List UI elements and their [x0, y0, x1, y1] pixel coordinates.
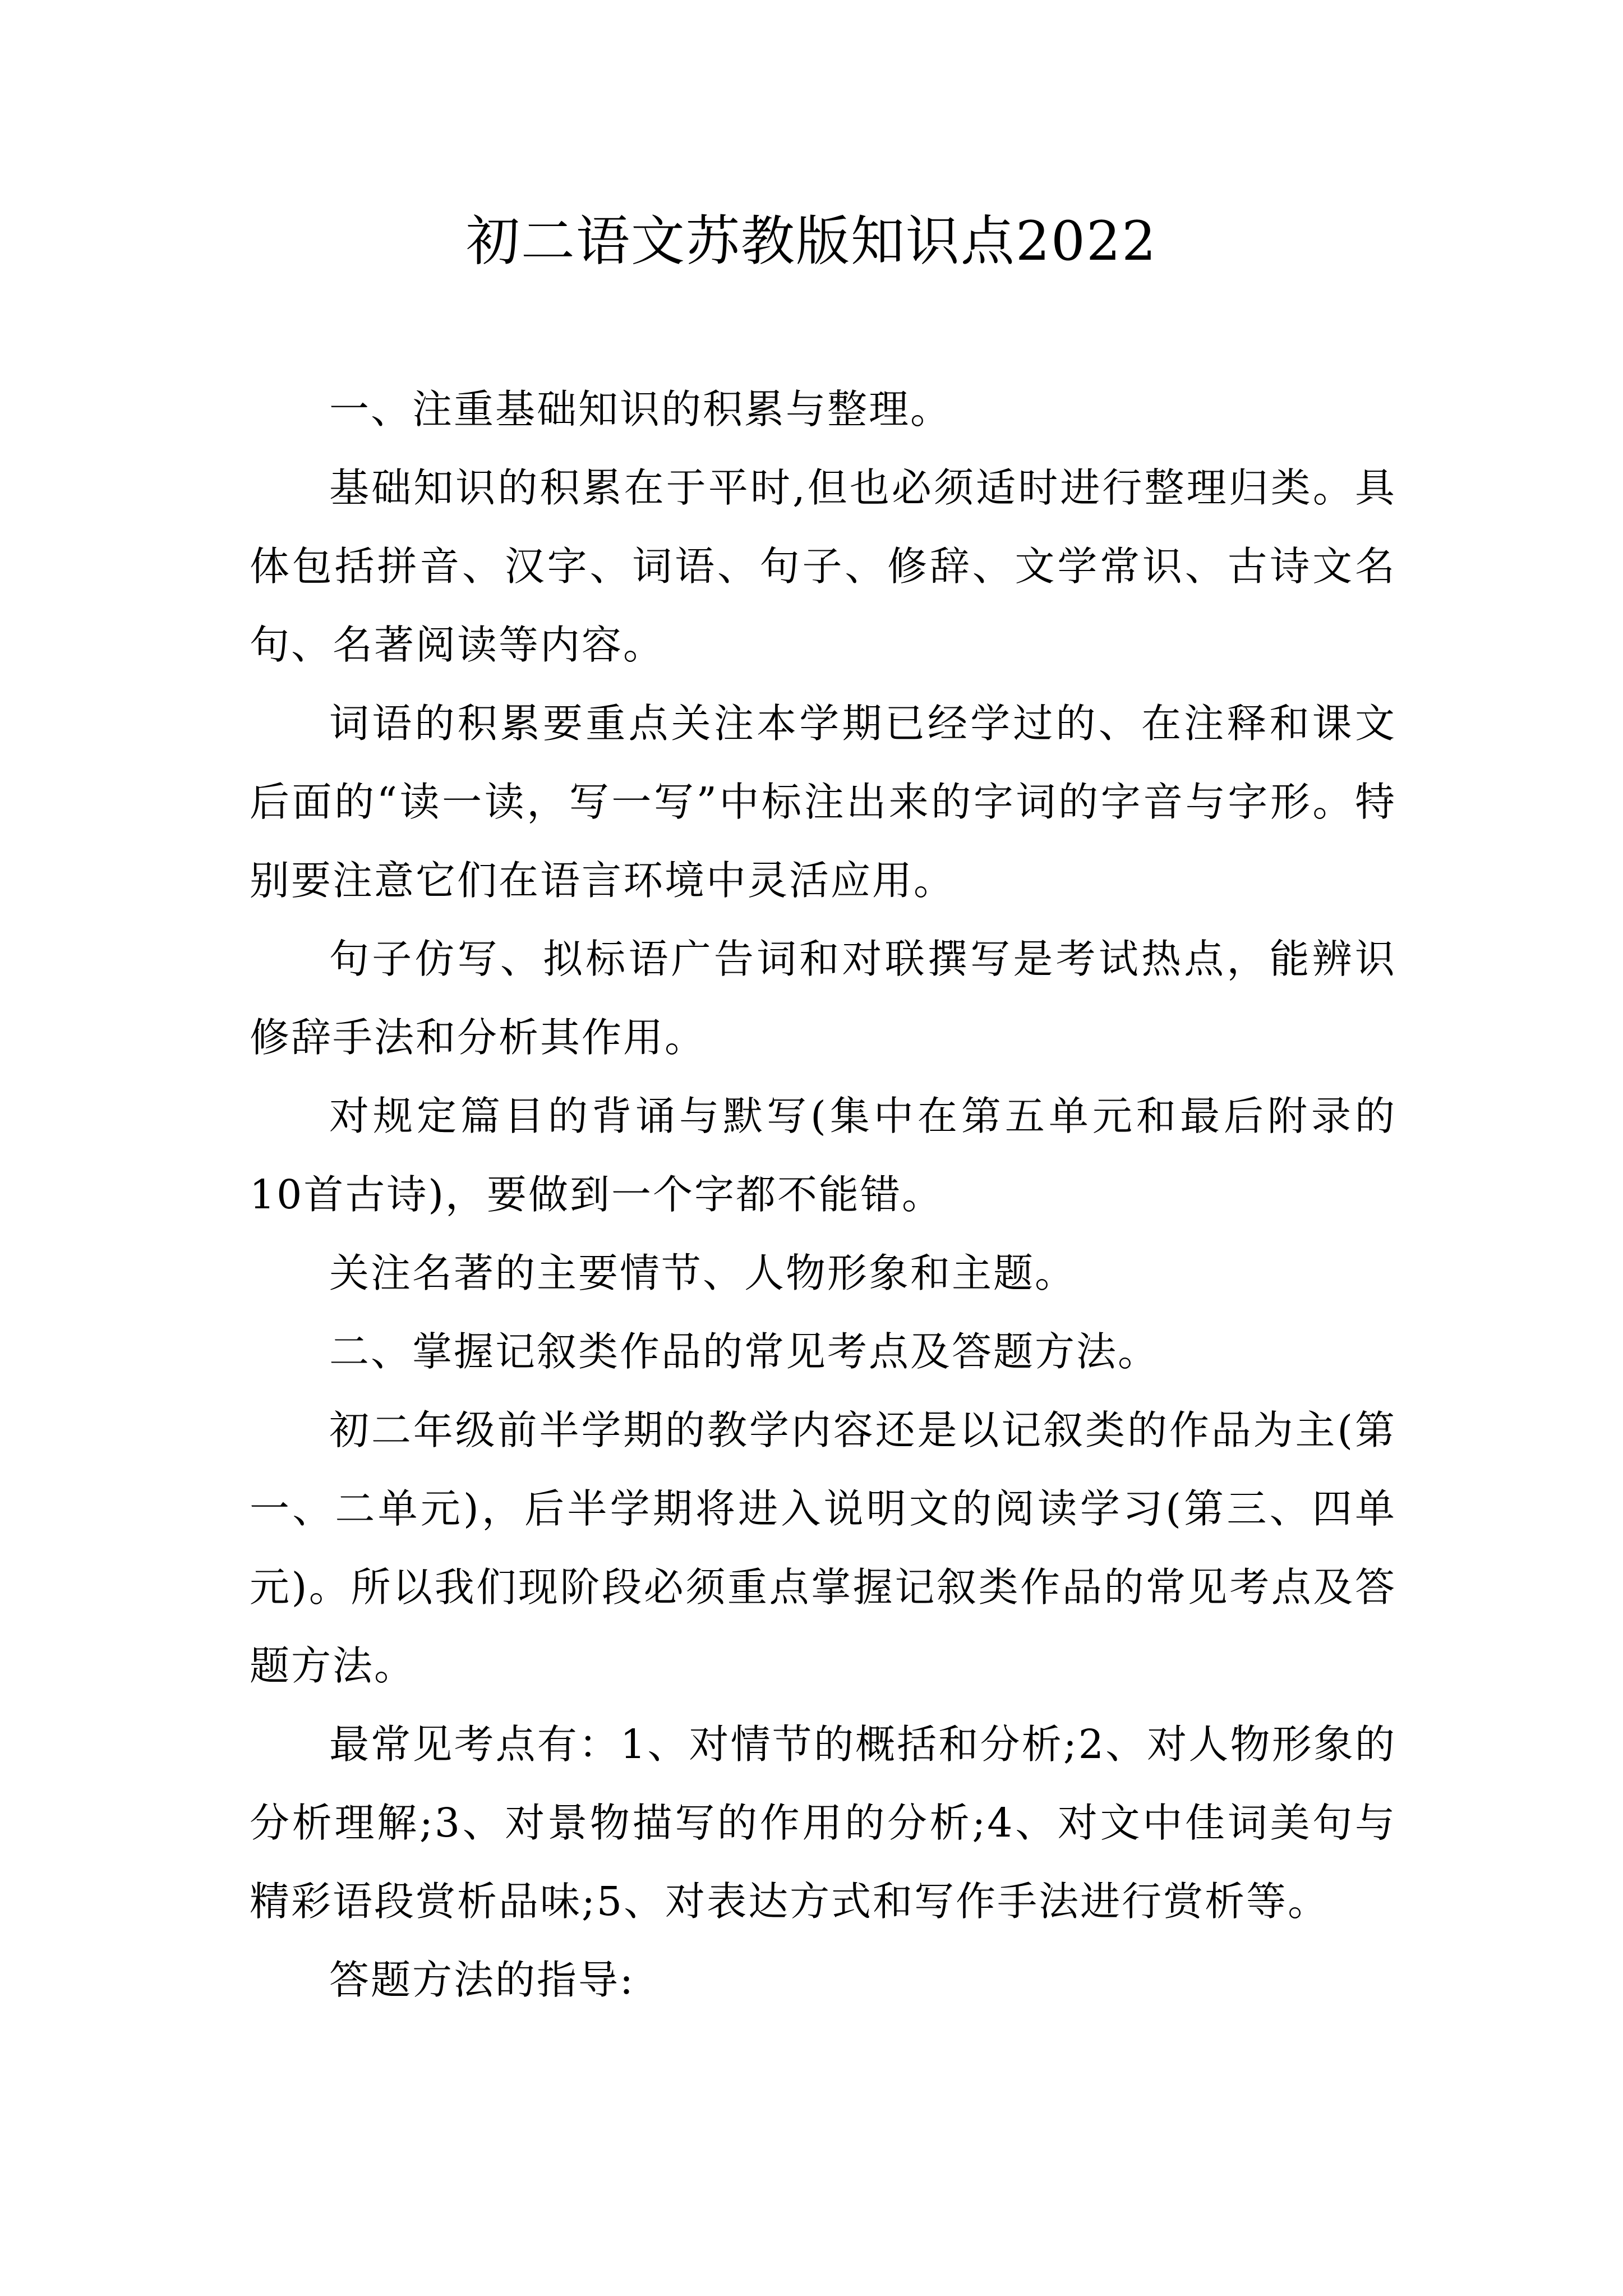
paragraph: 关注名著的主要情节、人物形象和主题。 — [329, 1250, 1077, 1296]
paragraph: 初二年级前半学期的教学内容还是以记叙类的作品为主(第一、二单元)，后半学期将进入说明文的阅读学习(第三、四单元)。所以我们现阶段必须重点掌握记叙类作品的常见考点及答题方法。 — [250, 1407, 1396, 1689]
paragraph: 最常见考点有：1、对情节的概括和分析;2、对人物形象的分析理解;3、对景物描写的作用的分析;4、对文中佳词美句与精彩语段赏析品味;5、对表达方式和写作手法进行赏析等。 — [250, 1721, 1396, 1925]
document-title: 初二语文苏教版知识点2022 — [465, 210, 1158, 273]
paragraph: 句子仿写、拟标语广告词和对联撰写是考试热点，能辨识修辞手法和分析其作用。 — [250, 936, 1396, 1061]
paragraph: 对规定篇目的背诵与默写(集中在第五单元和最后附录的10首古诗)，要做到一个字都不能错。 — [250, 1093, 1396, 1218]
paragraph: 词语的积累要重点关注本学期已经学过的、在注释和课文后面的“读一读，写一写”中标注出来的字词的字音与字形。特别要注意它们在语言环境中灵活应用。 — [250, 700, 1396, 904]
document-body — [250, 370, 1396, 2019]
section-heading-2: 二、掌握记叙类作品的常见考点及答题方法。 — [329, 1328, 1160, 1375]
section-heading-1: 一、注重基础知识的积累与整理。 — [329, 386, 952, 432]
paragraph: 基础知识的积累在于平时,但也必须适时进行整理归类。具体包括拼音、汉字、词语、句子、修辞、文学常识、古诗文名句、名著阅读等内容。 — [250, 464, 1396, 668]
paragraph: 答题方法的指导: — [329, 1957, 635, 2003]
